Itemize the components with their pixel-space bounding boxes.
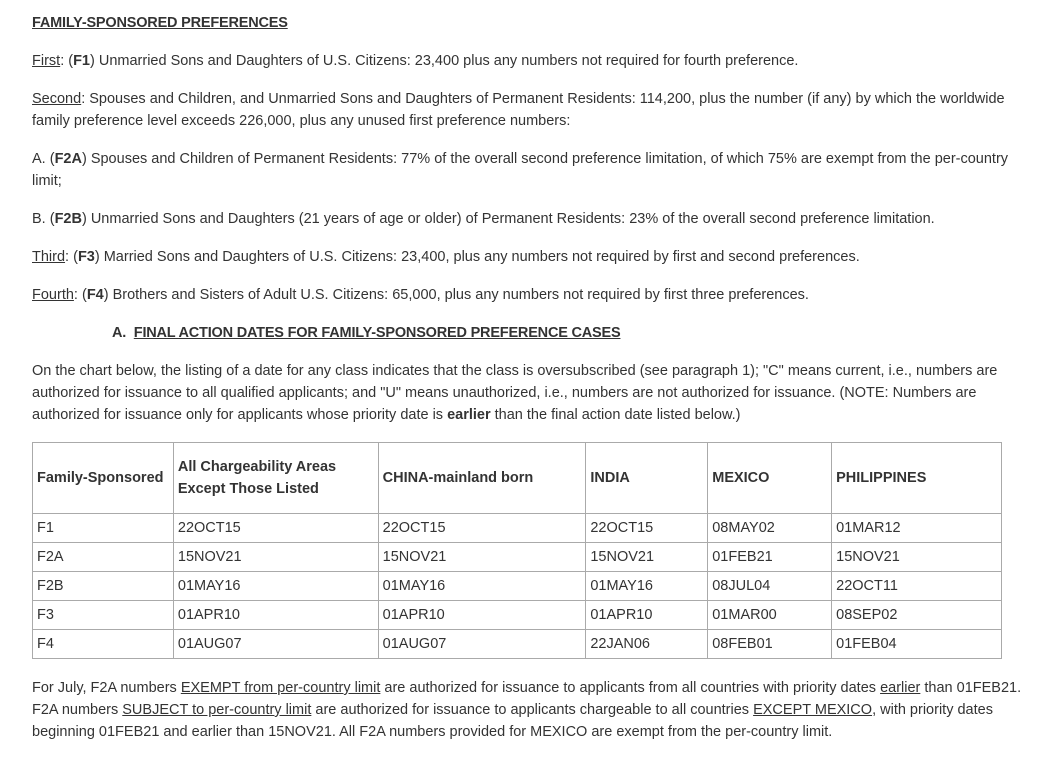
second-label: Second <box>32 91 82 107</box>
column-header: All Chargeability Areas Except Those Listed <box>173 443 378 514</box>
paragraph-f2a: A. (F2A) Spouses and Children of Permanent Residents: 77% of the overall second preference limitation, of which 75% are exempt from the per-country limit; <box>32 151 1009 189</box>
table-cell: 15NOV21 <box>832 543 1002 572</box>
table-row <box>33 572 1002 601</box>
column-header: PHILIPPINES <box>832 443 1002 514</box>
table-cell: 01AUG07 <box>173 630 378 659</box>
fourth-code: F4 <box>86 287 104 303</box>
table-cell: 01FEB04 <box>832 630 1002 659</box>
first-label: First <box>32 53 61 69</box>
third-code: F3 <box>77 249 95 265</box>
table-cell: 08MAY02 <box>708 514 832 543</box>
table-row <box>33 630 1002 659</box>
table-cell: 22OCT15 <box>173 514 378 543</box>
paragraph-footnote: For July, F2A numbers EXEMPT from per-country limit are authorized for issuance to applicants from all countries with priority dates earlier than 01FEB21. F2A numbers SUBJECT to per-country limit are authorized for issuance to applicants chargeable to all countries EXCEPT MEXICO, with priority dates beginning 01FEB21 and earlier than 15NOV21. All F2A numbers provided for MEXICO are exempt from the per-country limit. <box>32 680 1022 740</box>
table-cell: 22OCT11 <box>832 572 1002 601</box>
column-header: CHINA-mainland born <box>378 443 586 514</box>
table-cell: F2A <box>33 543 174 572</box>
table-cell: 01MAR12 <box>832 514 1002 543</box>
table-cell: 01MAY16 <box>378 572 586 601</box>
table-cell: 01APR10 <box>378 601 586 630</box>
paragraph-first: First: (F1) Unmarried Sons and Daughters of U.S. Citizens: 23,400 plus any numbers not required for fourth preference. <box>32 53 799 69</box>
table-cell: F4 <box>33 630 174 659</box>
footnote-except-mexico: EXCEPT MEXICO <box>753 702 873 718</box>
table-cell: 08JUL04 <box>708 572 832 601</box>
table-row <box>33 514 1002 543</box>
table-cell: F2B <box>33 572 174 601</box>
table-cell: 15NOV21 <box>173 543 378 572</box>
table-header-row <box>33 443 1002 514</box>
table-cell: 15NOV21 <box>378 543 586 572</box>
table-cell: 01MAY16 <box>586 572 708 601</box>
f2b-code: F2B <box>54 211 82 227</box>
table-row <box>33 543 1002 572</box>
table-cell: 22OCT15 <box>586 514 708 543</box>
column-header: MEXICO <box>708 443 832 514</box>
subsection-title: FINAL ACTION DATES FOR FAMILY-SPONSORED PREFERENCE CASES <box>133 325 621 341</box>
paragraph-second: Second: Spouses and Children, and Unmarried Sons and Daughters of Permanent Residents: 114,200, plus the number (if any) by which the worldwide family preference level exceeds 226,000, plus any unused first preference numbers: <box>32 91 1005 129</box>
table-cell: 22JAN06 <box>586 630 708 659</box>
column-header: INDIA <box>586 443 708 514</box>
table-cell: 01MAY16 <box>173 572 378 601</box>
table-cell: 01AUG07 <box>378 630 586 659</box>
table-cell: 08SEP02 <box>832 601 1002 630</box>
paragraph-f2b: B. (F2B) Unmarried Sons and Daughters (21 years of age or older) of Permanent Residents: 23% of the overall second preference limitation. <box>32 211 935 227</box>
table-row <box>33 601 1002 630</box>
table-cell: 01APR10 <box>586 601 708 630</box>
table-cell: 22OCT15 <box>378 514 586 543</box>
section-heading: FAMILY-SPONSORED PREFERENCES <box>32 15 288 31</box>
first-code: F1 <box>73 53 90 69</box>
paragraph-intro: On the chart below, the listing of a date for any class indicates that the class is oversubscribed (see paragraph 1); "C" means current, i.e., numbers are authorized for issuance to all qualified applicants; and "U" means unauthorized, i.e., numbers are not authorized for issuance. (NOTE: Numbers are authorized for issuance only for applicants whose priority date is earlier than the final action date listed below.) <box>32 363 998 423</box>
table-cell: F1 <box>33 514 174 543</box>
table-cell: 01APR10 <box>173 601 378 630</box>
f2a-code: F2A <box>54 151 82 167</box>
paragraph-fourth: Fourth: (F4) Brothers and Sisters of Adult U.S. Citizens: 65,000, plus any numbers not required by first three preferences. <box>32 287 809 303</box>
table-cell: 01FEB21 <box>708 543 832 572</box>
table-cell: 08FEB01 <box>708 630 832 659</box>
column-header: Family-Sponsored <box>33 443 174 514</box>
fourth-label: Fourth <box>32 287 74 303</box>
third-label: Third <box>32 249 66 265</box>
footnote-subject: SUBJECT to per-country limit <box>122 702 312 718</box>
table-cell: F3 <box>33 601 174 630</box>
subsection-letter: A. <box>112 325 127 341</box>
table-cell: 15NOV21 <box>586 543 708 572</box>
footnote-exempt: EXEMPT from per-country limit <box>180 680 381 696</box>
paragraph-third: Third: (F3) Married Sons and Daughters of U.S. Citizens: 23,400, plus any numbers not required by first and second preferences. <box>32 249 860 265</box>
final-action-dates-table <box>32 442 1002 659</box>
subsection-heading <box>112 322 1024 344</box>
table-cell: 01MAR00 <box>708 601 832 630</box>
footnote <box>32 677 1024 743</box>
footnote-earlier: earlier <box>880 680 921 696</box>
